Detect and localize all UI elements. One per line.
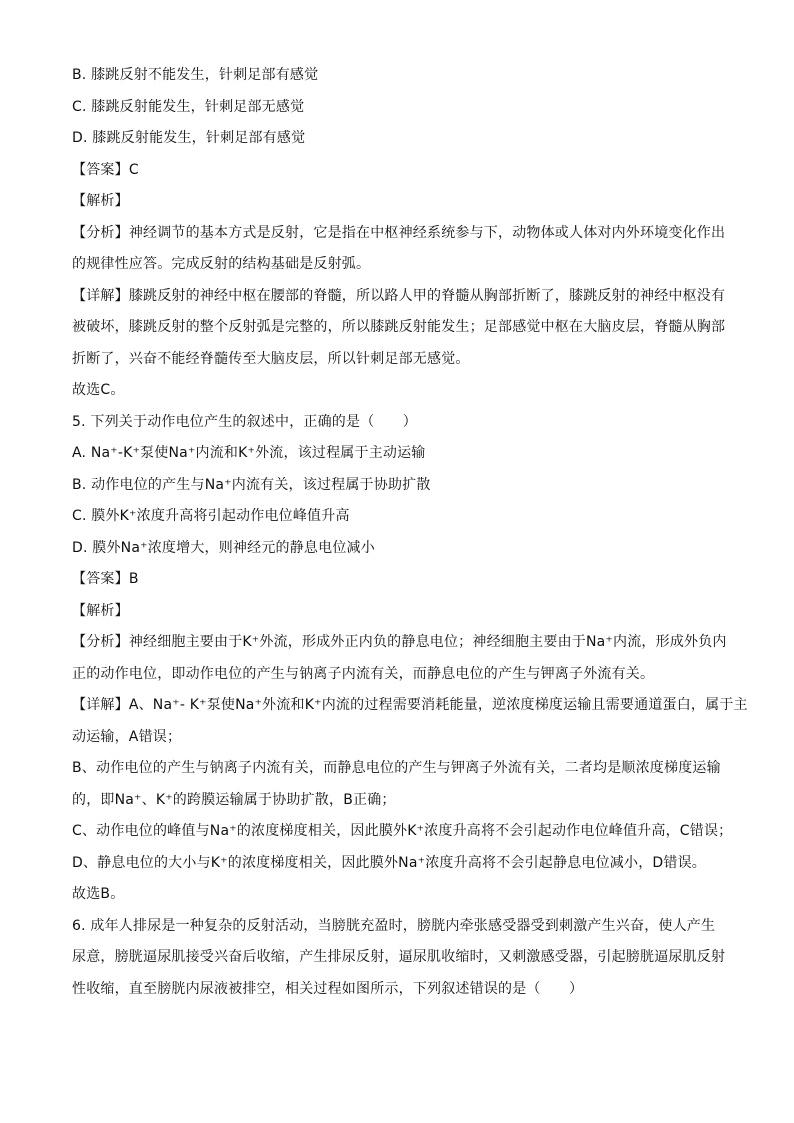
- q5-analysis-heading: 【解析】: [72, 602, 129, 619]
- answer-value: B: [128, 571, 139, 587]
- document-page: [72, 60, 748, 1005]
- q5-answer: [72, 564, 732, 596]
- q4-analysis-heading: 【解析】: [72, 193, 129, 209]
- q5-option-c: C. 膜外K⁺浓度升高将引起动作电位峰值升高: [72, 508, 350, 524]
- fenxi-text: 神经细胞主要由于K⁺外流，形成外正内负的静息电位；神经细胞主要由于Na⁺内流，形成外负内: [128, 634, 727, 650]
- answer-tag: 【答案】: [72, 571, 129, 587]
- q6-stem-line-1: 6. 成年人排尿是一种复杂的反射活动，当膀胱充盈时，膀胱内牵张感受器受到刺激产生兴奋，使人产生: [72, 917, 716, 934]
- q5-fenxi-line-2: 正的动作电位，即动作电位的产生与钠离子内流有关，而静息电位的产生与钾离子外流有关。: [72, 665, 655, 682]
- q4-option-d: D. 膝跳反射能发生，针刺足部有感觉: [72, 130, 306, 146]
- xiangjie-text: A、Na⁺- K⁺泵使Na⁺外流和K⁺内流的过程需要消耗能量，逆浓度梯度运输且需要通道蛋白，属于主: [128, 697, 748, 713]
- q5-xiangjie-line-6: D、静息电位的大小与K⁺的浓度梯度相关，因此膜外Na⁺浓度升高将不会引起静息电位减小，D错误。: [72, 854, 706, 871]
- q4-fenxi-line-2: 的规律性应答。完成反射的结构基础是反射弧。: [72, 256, 371, 272]
- q5-xiangjie-line-1: [72, 690, 748, 722]
- fenxi-tag: 【分析】: [72, 634, 129, 650]
- q6-stem-line-3: 性收缩，直至膀胱内尿液被排空，相关过程如图所示，下列叙述错误的是（ ）: [72, 980, 584, 997]
- fenxi-tag: 【分析】: [72, 224, 129, 241]
- answer-tag: 【答案】: [72, 161, 129, 178]
- xiangjie-tag: 【详解】: [72, 287, 129, 304]
- q4-option-b: B. 膝跳反射不能发生，针刺足部有感觉: [72, 67, 319, 83]
- q4-xiangjie-line-2: 被破坏，膝跳反射的整个反射弧是完整的，所以膝跳反射能发生；足部感觉中枢在大脑皮层，脊髓从胸部: [72, 319, 726, 335]
- q5-option-b: B. 动作电位的产生与Na⁺内流有关，该过程属于协助扩散: [72, 476, 431, 493]
- q4-fenxi-line-1: [72, 218, 732, 250]
- q5-stem: 5. 下列关于动作电位产生的叙述中，正确的是（ ）: [72, 413, 418, 430]
- q5-xiangjie-line-4: 的，即Na⁺、K⁺的跨膜运输属于协助扩散，B正确；: [72, 791, 396, 808]
- q4-xiangjie-line-1: [72, 281, 732, 313]
- q4-option-c: C. 膝跳反射能发生，针刺足部无感觉: [72, 98, 305, 115]
- q5-fenxi-line-1: [72, 627, 732, 659]
- fenxi-text: 神经调节的基本方式是反射，它是指在中枢神经系统参与下，动物体或人体对内外环境变化作出: [128, 224, 726, 241]
- q5-xiangjie-line-5: C、动作电位的峰值与Na⁺的浓度梯度相关，因此膜外K⁺浓度升高将不会引起动作电位峰值升高，C错误；: [72, 823, 733, 839]
- q5-option-a: A. Na⁺-K⁺泵使Na⁺内流和K⁺外流，该过程属于主动运输: [72, 445, 426, 461]
- xiangjie-text: 膝跳反射的神经中枢在腰部的脊髓，所以路人甲的脊髓从胸部折断了，膝跳反射的神经中枢没有: [128, 287, 726, 304]
- xiangjie-tag: 【详解】: [72, 697, 129, 713]
- answer-value: C: [128, 161, 139, 178]
- q5-conclusion: 故选B。: [72, 886, 125, 902]
- q5-xiangjie-line-3: B、动作电位的产生与钠离子内流有关，而静息电位的产生与钾离子外流有关，二者均是顺浓度梯度运输: [72, 760, 721, 776]
- q5-option-d: D. 膜外Na⁺浓度增大，则神经元的静息电位减小: [72, 539, 375, 556]
- q5-xiangjie-line-2: 动运输，A错误；: [72, 728, 182, 745]
- q4-xiangjie-line-3: 折断了，兴奋不能经脊髓传至大脑皮层，所以针刺足部无感觉。: [72, 350, 470, 367]
- q4-conclusion: 故选C。: [72, 382, 125, 398]
- q6-stem-line-2: 尿意，膀胱逼尿肌接受兴奋后收缩，产生排尿反射，逼尿肌收缩时，又刺激感受器，引起膀胱逼尿肌反射: [72, 949, 726, 965]
- q4-answer: [72, 155, 732, 187]
